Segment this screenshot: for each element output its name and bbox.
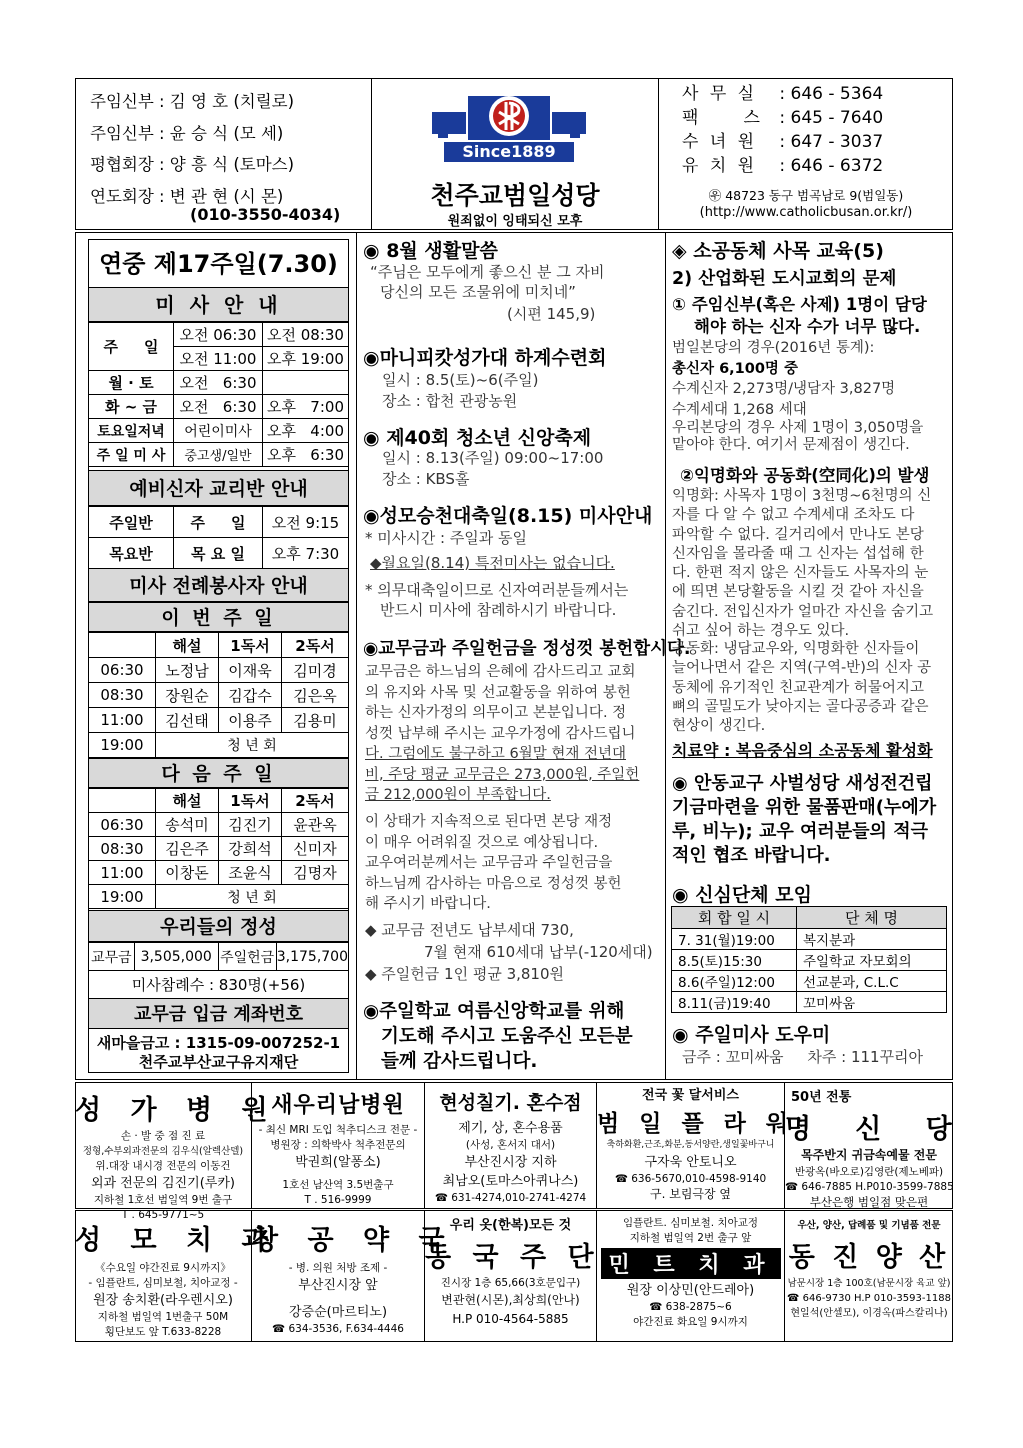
s4-line1: * 미사시간 : 주일과 동일	[365, 529, 528, 547]
ad-line: - 최신 MRI 도입 척추디스크 전문 -	[258, 1124, 418, 1136]
this-week-title: 이 번 주 일	[88, 602, 349, 632]
ad-top: 우산, 양산, 답례품 및 기념품 전문	[797, 1220, 941, 1231]
ad-top: 50년 전통	[791, 1090, 852, 1105]
s5-paragraph2	[365, 812, 655, 915]
server-name: 김은주	[156, 837, 219, 861]
server-time: 11:00	[89, 708, 156, 733]
ad-changgong-pharmacy[interactable]	[252, 1210, 455, 1342]
meeting-date: 8.5(토)15:30	[672, 950, 797, 971]
ad-hyunsung[interactable]	[425, 1082, 597, 1209]
mass-day: 주 일 미 사	[89, 443, 174, 467]
s5-p1-line: 성껏 납부해 주시는 교우가정에 감사드립니	[365, 725, 636, 742]
r-andong-line: 적인 협조 바랍니다.	[672, 845, 831, 866]
col-head: 해설	[156, 789, 219, 813]
staff-pastor: 주임신부 : 김 영 호 (치릴로)	[90, 92, 295, 111]
r-helper-line: 금주 : 꼬미싸움 차주 : 111꾸리아	[682, 1048, 924, 1066]
ad-line: 부산은행 범일점 맞은편	[809, 1195, 929, 1209]
meeting-group: 주일학교 자모회의	[797, 950, 947, 971]
s5-p1-line: 교무금은 하느님의 은혜에 감사드리고 교회	[365, 664, 636, 680]
this-week-table	[88, 632, 349, 758]
ad-dongguk-judan[interactable]	[425, 1210, 600, 1342]
mass-time: 오전 6:30	[174, 395, 263, 419]
ad-line: 제기, 상, 혼수용품	[458, 1121, 563, 1136]
ad-name: 성 모 치 과	[75, 1225, 278, 1256]
s5-bullet1b: 7월 현재 610세대 납부(-120세대)	[424, 943, 653, 961]
mass-time: 오전 06:30	[174, 323, 263, 347]
ad-line: H.P 010-4564-5885	[452, 1312, 569, 1326]
contact-value: 646 - 5364	[790, 84, 884, 104]
r-remedy: 치료약 : 복음중심의 소공동체 활성화	[672, 741, 933, 760]
ad-line: 1호선 남산역 3.5번출구	[282, 1179, 394, 1191]
r-point2: ②익명화와 공동화(空同化)의 발생	[680, 466, 930, 485]
meeting-group: 꼬미싸움	[797, 992, 947, 1013]
ad-mint-dental[interactable]	[597, 1210, 785, 1342]
s3-line2: 장소 : KBS홀	[382, 470, 470, 488]
staff-prayer: 연도회장 : 변 관 현 (시 몬)	[90, 186, 284, 206]
s5-bullet2: ◆ 주일헌금 1인 평균 3,810원	[365, 965, 565, 983]
s3-title: ◉ 제40회 청소년 신앙축제	[363, 427, 592, 449]
catechumen-table	[88, 506, 349, 569]
s5-p2-line: 하느님께 감사하는 마음으로 정성껏 봉헌	[365, 875, 622, 892]
catechumen-title: 예비신자 교리반 안내	[88, 470, 349, 506]
mass-day: 주 일	[89, 323, 174, 371]
col-head: 2독서	[282, 633, 349, 658]
ad-name: 성 가 병 원	[75, 1095, 278, 1126]
server-time: 11:00	[89, 861, 156, 885]
r-anon-line: 숨긴다. 전입신자가 얼마간 자신을 숨기고	[672, 603, 934, 620]
ad-top: 우리 옷(한복)모든 것	[449, 1218, 572, 1233]
ad-line: 《수요일 야간진료 9시까지》	[95, 1262, 231, 1274]
r-sub: 2) 산업화된 도시교회의 문제	[672, 269, 897, 289]
mass-time: 오후 6:30	[263, 443, 349, 467]
ad-line: ☎ 646-9730 H.P 010-3593-1188	[787, 1293, 951, 1304]
meeting-group: 선교분과, C.L.C	[797, 971, 947, 992]
ad-saeuri-hospital[interactable]	[252, 1082, 425, 1209]
main-divider-left	[356, 232, 357, 1080]
server-name: 김진기	[219, 813, 282, 837]
r-stat2-line: 우리본당의 경우 사제 1명이 3,050명을	[672, 420, 924, 436]
s5-p1-line: 비, 주당 평균 교무금은 273,000원, 주일헌	[365, 766, 640, 783]
servers-title: 미사 전례봉사자 안내	[88, 568, 349, 602]
ad-line: 현일석(안셀모), 이경옥(파스칼리나)	[790, 1308, 948, 1319]
ad-beomil-flower[interactable]	[597, 1082, 795, 1209]
s2-line2: 장소 : 합천 관광농원	[382, 392, 518, 410]
s5-p1-line: 금 212,000원이 부족합니다.	[365, 787, 551, 803]
s5-p2-line: 해 주시기 바랍니다.	[365, 896, 491, 912]
church-logo	[430, 86, 588, 164]
class-name: 목요반	[89, 538, 174, 569]
s5-paragraph1	[365, 662, 655, 806]
col-head: 1독서	[219, 789, 282, 813]
r-anon-line: 자를 다 알 수 없고 수계세대 조차도 다	[672, 507, 915, 524]
server-name: 김은옥	[282, 683, 349, 708]
contact-value: 645 - 7640	[790, 108, 884, 128]
account-line1: 새마을금고 : 1315-09-007252-1	[96, 1034, 341, 1052]
ad-name: 동 진 양 산	[788, 1242, 950, 1273]
ad-name: 민 트 치 과	[601, 1248, 781, 1279]
contact-value: 647 - 3037	[790, 132, 884, 152]
ad-top: 지하철 범일역 2번 출구 앞	[629, 1232, 752, 1244]
next-week-table	[88, 788, 349, 909]
server-name: 이재욱	[219, 658, 282, 683]
logo-since: Since1889	[462, 142, 556, 161]
r-helper-title: ◉ 주일미사 도우미	[672, 1024, 831, 1046]
server-time: 19:00	[89, 733, 156, 758]
ad-line: 반광옥(바오로)김영란(제노베파)	[794, 1166, 944, 1178]
s5-p2-line: 교우여러분께서는 교무금과 주일헌금을	[365, 855, 613, 871]
ad-top: 임플란트. 심미보철. 치아교정	[622, 1217, 759, 1229]
r-hollow-line: 뼈의 골밀도가 낮아지는 골다공증과 같은	[672, 698, 929, 715]
ad-line: 남문시장 1층 100호(남문시장 육교 앞)	[787, 1278, 951, 1289]
mass-time: 오후 19:00	[263, 347, 349, 371]
s5-p2-line: 이 상태가 지속적으로 된다면 본당 재정	[365, 814, 613, 830]
r-point1a: ① 주임신부(혹은 사제) 1명이 담당	[672, 295, 927, 314]
r-andong-line: 기금마련을 위한 물품판매(누에가	[672, 797, 937, 818]
staff-assistant: 주임신부 : 윤 승 식 (모 세)	[90, 123, 284, 143]
ad-line: 정형,수부외과전문의 김우식(알렉산델)	[82, 1146, 244, 1157]
staff-council: 평협회장 : 양 흥 식 (토마스)	[90, 155, 295, 174]
meeting-date: 7. 31(월)19:00	[672, 929, 797, 950]
r-hollow-line: 동체에 유기적인 친교관계가 허물어지고	[672, 679, 924, 696]
s6-line: 들께 감사드립니다.	[381, 1051, 538, 1072]
mass-table	[88, 322, 349, 467]
mass-day: 토요일저녁	[89, 419, 174, 443]
meeting-date: 8.11(금)19:40	[672, 992, 797, 1013]
server-group: 청 년 회	[156, 733, 349, 758]
church-url[interactable]: (http://www.catholicbusan.or.kr/)	[699, 205, 913, 220]
server-name: 김선태	[156, 708, 219, 733]
mass-time: 오후 7:00	[263, 395, 349, 419]
ad-line: ☎ 638-2875~6	[649, 1301, 732, 1313]
s6-line: ◉주일학교 여름신앙학교를 위해	[363, 1001, 625, 1022]
s2-title: ◉마니피캇성가대 하계수련회	[363, 347, 607, 369]
server-name: 강희석	[219, 837, 282, 861]
s6-line: 기도해 주시고 도움주신 모든분	[381, 1026, 633, 1047]
church-name: 천주교범일성당	[430, 181, 600, 210]
mass-day: 화 ~ 금	[89, 395, 174, 419]
ad-line: T . 645-9771~5	[121, 1209, 205, 1221]
s5-p1-line: 의 유지와 사목 및 선교활동을 위하여 봉헌	[365, 684, 631, 701]
ad-line: 지하철 1호선 범일역 9번 출구	[93, 1194, 233, 1206]
ad-line: 부산진시장 앞	[298, 1278, 378, 1293]
contact-label: 사 무 실	[682, 84, 758, 104]
ad-line: 횡단보도 앞 T.633-8228	[104, 1326, 222, 1338]
r-stats	[672, 338, 895, 420]
r-stats-line: 범일본당의 경우(2016년 통계):	[672, 340, 875, 356]
s1-quote1: “주님은 모두에게 좋으신 분 그 자비	[370, 263, 605, 281]
ad-line: 지하철 범일역 1번출구 50M	[97, 1311, 229, 1323]
church-motto: 원죄없이 잉태되신 모후	[447, 214, 583, 229]
s4-line3: * 의무대축일이므로 신자여러분들께서는	[365, 581, 629, 599]
server-name: 김용미	[282, 708, 349, 733]
contact-label: 수 녀 원	[682, 132, 758, 152]
meeting-head: 회 합 일 시	[672, 907, 797, 929]
contact-label: 유 치 원	[682, 156, 758, 176]
ad-line: 최남오(토마스아퀴나스)	[442, 1174, 579, 1189]
r-andong	[672, 772, 936, 868]
server-time: 06:30	[89, 813, 156, 837]
ad-line: 위.대장 내시경 전문의 이동건	[95, 1160, 231, 1172]
r-hollow-line: 현상이 생긴다.	[672, 718, 766, 735]
server-name: 이창돈	[156, 861, 219, 885]
ad-line: 박권희(알퐁소)	[295, 1155, 381, 1170]
attendance: 미사참례수 : 830명(+56)	[89, 971, 349, 999]
account-title: 교무금 입금 계좌번호	[88, 998, 349, 1029]
offering-label: 교무금	[89, 943, 135, 971]
ad-line: (사성, 혼서지 대서)	[465, 1139, 556, 1151]
class-day: 주 일	[174, 507, 263, 538]
r-andong-line: ◉ 안동교구 사벌성당 새성전건립	[672, 773, 933, 794]
mass-time	[263, 371, 349, 395]
staff-list	[90, 86, 294, 212]
ad-line: 목주반지 귀금속예물 전문	[801, 1148, 937, 1162]
mass-time: 오전 6:30	[174, 371, 263, 395]
ad-dongjin-yangsan[interactable]	[785, 1210, 953, 1342]
offering-title: 우리들의 정성	[88, 910, 349, 942]
class-name: 주일반	[89, 507, 174, 538]
ad-line: 구. 보림극장 옆	[650, 1187, 731, 1201]
r-hollow-line: 늘어나면서 같은 지역(구역-반)의 신자 공	[672, 660, 932, 677]
s5-title: ◉교무금과 주일헌금을 정성껏 봉헌합시다.	[363, 639, 691, 659]
class-day: 목 요 일	[174, 538, 263, 569]
r-anon-line: 쉬고 싶어 하는 경우도 있다.	[672, 623, 850, 640]
server-time: 08:30	[89, 837, 156, 861]
server-name: 김갑수	[219, 683, 282, 708]
ad-line: 진시장 1층 65,66(3호문입구)	[440, 1277, 581, 1289]
meeting-head: 단 체 명	[797, 907, 947, 929]
ad-line: 손 · 발 중 점 진 료	[120, 1130, 206, 1142]
server-name: 김미경	[282, 658, 349, 683]
ad-name: 현성칠기. 혼수점	[439, 1092, 582, 1114]
ad-line: 축하화환,근조,화분,동서양란,생일꽃바구니	[606, 1140, 775, 1150]
s3-line1: 일시 : 8.13(주일) 09:00~17:00	[382, 449, 604, 467]
staff-phone: (010-3550-4034)	[190, 205, 341, 224]
offering-label: 주일헌금	[218, 943, 276, 971]
r-hollow	[672, 640, 931, 736]
r-anon-line: 다. 한편 적지 않은 신자들도 사목자의 눈	[672, 565, 929, 582]
offering-value: 3,175,700	[276, 943, 348, 971]
server-group: 청 년 회	[156, 885, 349, 909]
ad-line: ☎ 636-5670,010-4598-9140	[614, 1173, 767, 1185]
ad-name: 범 일 플 라 워	[597, 1111, 795, 1137]
server-time: 06:30	[89, 658, 156, 683]
ad-myungsin[interactable]	[785, 1082, 956, 1209]
r-stats-line: 총신자 6,100명 중	[672, 360, 798, 377]
r-andong-line: 루, 비누); 교우 여러분들의 적극	[672, 821, 928, 842]
ad-line: 원장 송치환(라우렌시오)	[93, 1293, 233, 1308]
ad-sungga-hospital[interactable]	[75, 1082, 278, 1221]
mass-time: 오전 08:30	[263, 323, 349, 347]
r-anon-line: 에 띄면 본당활동을 시킬 것 같아 자신을	[672, 584, 924, 601]
class-time: 오전 9:15	[263, 507, 349, 538]
mass-time: 오전 11:00	[174, 347, 263, 371]
ad-line: 외과 전문의 김진기(루카)	[91, 1176, 235, 1191]
s5-p2-line: 이 매우 어려워질 것으로 예상됩니다.	[365, 834, 599, 851]
server-name: 이용주	[219, 708, 282, 733]
ad-line	[252, 1295, 424, 1303]
server-name: 윤관옥	[282, 813, 349, 837]
ad-line: 구자욱 안토니오	[644, 1155, 737, 1170]
s1-ref: (시편 145,9)	[507, 305, 596, 323]
server-name: 김명자	[282, 861, 349, 885]
server-time: 19:00	[89, 885, 156, 909]
ad-name: 창 공 약 국	[252, 1225, 455, 1256]
r-meeting-title: ◉ 신심단체 모임	[672, 884, 812, 906]
s6-thanks	[363, 999, 633, 1074]
server-time: 08:30	[89, 683, 156, 708]
sunday-title: 연중 제17주일(7.30)	[99, 250, 338, 278]
ad-line: ☎ 631-4274,010-2741-4274	[434, 1192, 587, 1204]
r-anon	[672, 487, 933, 641]
ad-line: T . 516-9999	[304, 1194, 372, 1206]
contact-list: 사 무 실 : 646 - 5364 팩 스 : 645 - 7640 수 녀 원 : 647 - 3037 유 치 원 : 646 - 6372	[682, 84, 884, 176]
mass-time: 어린이미사	[174, 419, 263, 443]
server-name: 장원순	[156, 683, 219, 708]
ad-line: 병원장 : 의학박사 척추전문의	[270, 1139, 406, 1151]
s4-title: ◉성모승천대축일(8.15) 미사안내	[363, 505, 653, 527]
contact-label: 팩 스	[682, 108, 763, 128]
meeting-date: 8.6(주일)12:00	[672, 971, 797, 992]
s5-p1-line: 다. 그럼에도 불구하고 6월말 현재 전년대	[365, 746, 626, 762]
ad-line: - 병. 의원 처방 조제 -	[288, 1262, 388, 1274]
ad-line: 야간진료 화요일 9시까지	[633, 1316, 748, 1328]
s1-title: ◉ 8월 생활말씀	[363, 240, 498, 262]
mass-time: 오후 4:00	[263, 419, 349, 443]
meeting-group: 복지분과	[797, 929, 947, 950]
ad-line: 변관현(시몬),최상희(안나)	[441, 1293, 580, 1307]
col-head: 1독서	[219, 633, 282, 658]
class-time: 오후 7:30	[263, 538, 349, 569]
ad-line: 강증순(마르티노)	[288, 1305, 388, 1320]
r-stat2-line: 맡아야 한다. 여기서 문제점이 생긴다.	[672, 437, 910, 453]
r-anon-line: 신자임을 몰라줄 때 그 신자는 섭섭해 한	[672, 545, 924, 562]
ad-line: - 임플란트, 심미보철, 치아교정 -	[88, 1277, 238, 1289]
church-address: ㉾ 48723 동구 범곡남로 9(범일동)	[708, 188, 904, 203]
account-line2: 천주교부산교구유지재단	[138, 1053, 299, 1071]
col-head: 해설	[156, 633, 219, 658]
r-stat2	[672, 420, 923, 454]
mass-time: 중고생/일반	[174, 443, 263, 467]
offering-value: 3,505,000	[134, 943, 218, 971]
s2-line1: 일시 : 8.5(토)~6(주일)	[382, 371, 539, 389]
ad-name: 명 신 당	[785, 1114, 956, 1145]
ad-line: 원장 이상민(안드레아)	[626, 1283, 755, 1298]
s5-bullet1: ◆ 교무금 전년도 납부세대 730,	[365, 921, 574, 939]
server-name: 송석미	[156, 813, 219, 837]
meeting-table	[671, 906, 947, 1013]
s4-line2: ◆월요일(8.14) 특전미사는 없습니다.	[370, 554, 615, 572]
contact-value: 646 - 6372	[790, 156, 884, 176]
r-title: ◈ 소공동체 사목 교육(5)	[672, 240, 884, 262]
mass-title: 미 사 안 내	[88, 287, 349, 322]
s1-quote2: 당신의 모든 조물위에 미치네”	[380, 283, 576, 301]
col-head: 2독서	[282, 789, 349, 813]
mass-day: 월 · 토	[89, 371, 174, 395]
ad-name: 동 국 주 단	[425, 1242, 600, 1273]
r-stats-line: 수계신자 2,273명/냉담자 3,827명	[672, 381, 896, 397]
ad-name: 새우리남병원	[271, 1093, 405, 1118]
r-anon-line: 익명화: 사목자 1명이 3천명~6천명의 신	[672, 488, 932, 504]
ad-top: 전국 꽃 달서비스	[642, 1088, 739, 1103]
server-name: 조윤식	[219, 861, 282, 885]
server-name: 노정남	[156, 658, 219, 683]
next-week-title: 다 음 주 일	[88, 758, 349, 788]
server-name: 신미자	[282, 837, 349, 861]
r-stats-line: 수계세대 1,268 세대	[672, 401, 807, 418]
ad-line: ☎ 646-7885 H.P010-3599-7885	[785, 1181, 954, 1193]
ad-line: 부산진시장 지하	[464, 1155, 557, 1170]
s5-p1-line: 하는 신자가정의 의무이고 본분입니다. 정	[365, 705, 627, 721]
ad-sungmo-dental[interactable]	[75, 1210, 278, 1342]
r-hollow-line: 공동화: 냉담교우와, 익명화한 신자들이	[672, 641, 920, 657]
s4-line4: 반드시 미사에 참례하시기 바랍니다.	[380, 601, 617, 619]
ad-line: ☎ 634-3536, F.634-4446	[272, 1323, 404, 1335]
r-point1b: 해야 하는 신자 수가 너무 많다.	[694, 317, 921, 336]
r-anon-line: 파악할 수 없다. 길거리에서 만나도 본당	[672, 526, 924, 543]
offering-table	[88, 942, 349, 999]
